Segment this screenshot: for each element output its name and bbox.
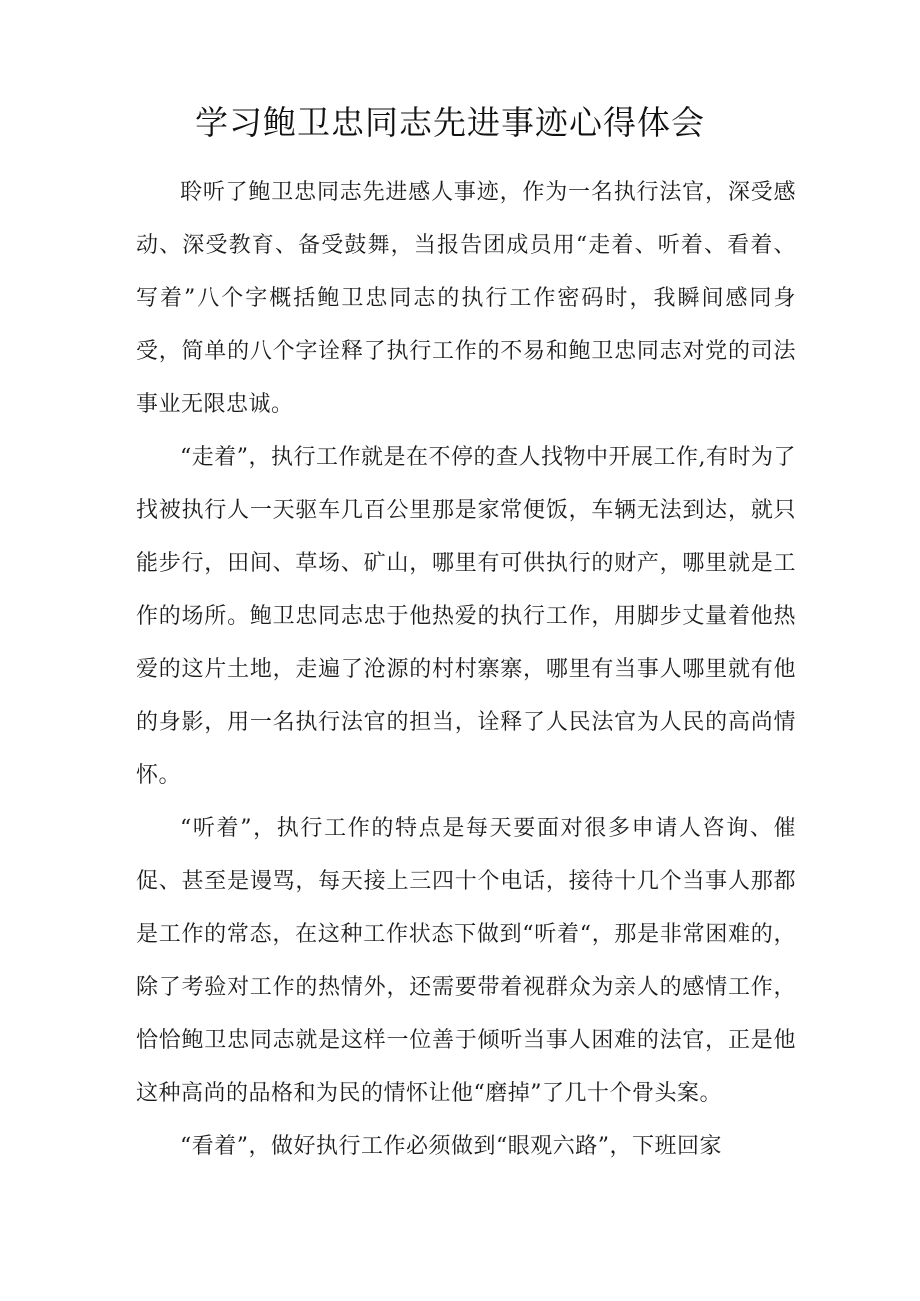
document-body — [136, 166, 796, 1173]
paragraph-3: “听着”，执行工作的特点是每天要面对很多申请人咨询、催促、甚至是谩骂，每天接上三四十个电话，接待十几个当事人那都是工作的常态，在这种工作状态下做到“听着“，那是非常困难的，除了考验对工作的热情外，还需要带着视群众为亲人的感情工作，恰恰鲍卫忠同志就是这样一位善于倾听当事人困难的法官，正是他这种高尚的品格和为民的情怀让他“磨掉”了几十个骨头案。 — [136, 816, 796, 1106]
paragraph-4: “看着”，做好执行工作必须做到“眼观六路”，下班回家 — [180, 1134, 722, 1159]
paragraph-2: “走着”，执行工作就是在不停的查人找物中开展工作,有时为了找被执行人一天驱车几百公里那是家常便饭，车辆无法到达，就只能步行，田间、草场、矿山，哪里有可供执行的财产，哪里就是工作的场所。鲍卫忠同志忠于他热爱的执行工作，用脚步丈量着他热爱的这片土地，走遍了沧源的村村寨寨，哪里有当事人哪里就有他的身影，用一名执行法官的担当，诠释了人民法官为人民的高尚情怀。 — [136, 445, 796, 788]
document-title: 学习鲍卫忠同志先进事迹心得体会 — [195, 103, 705, 142]
paragraph-1: 聆听了鲍卫忠同志先进感人事迹，作为一名执行法官，深受感动、深受教育、备受鼓舞，当报告团成员用“走着、听着、看着、写着”八个字概括鲍卫忠同志的执行工作密码时，我瞬间感同身受，简单的八个字诠释了执行工作的不易和鲍卫忠同志对党的司法事业无限忠诚。 — [136, 180, 796, 417]
